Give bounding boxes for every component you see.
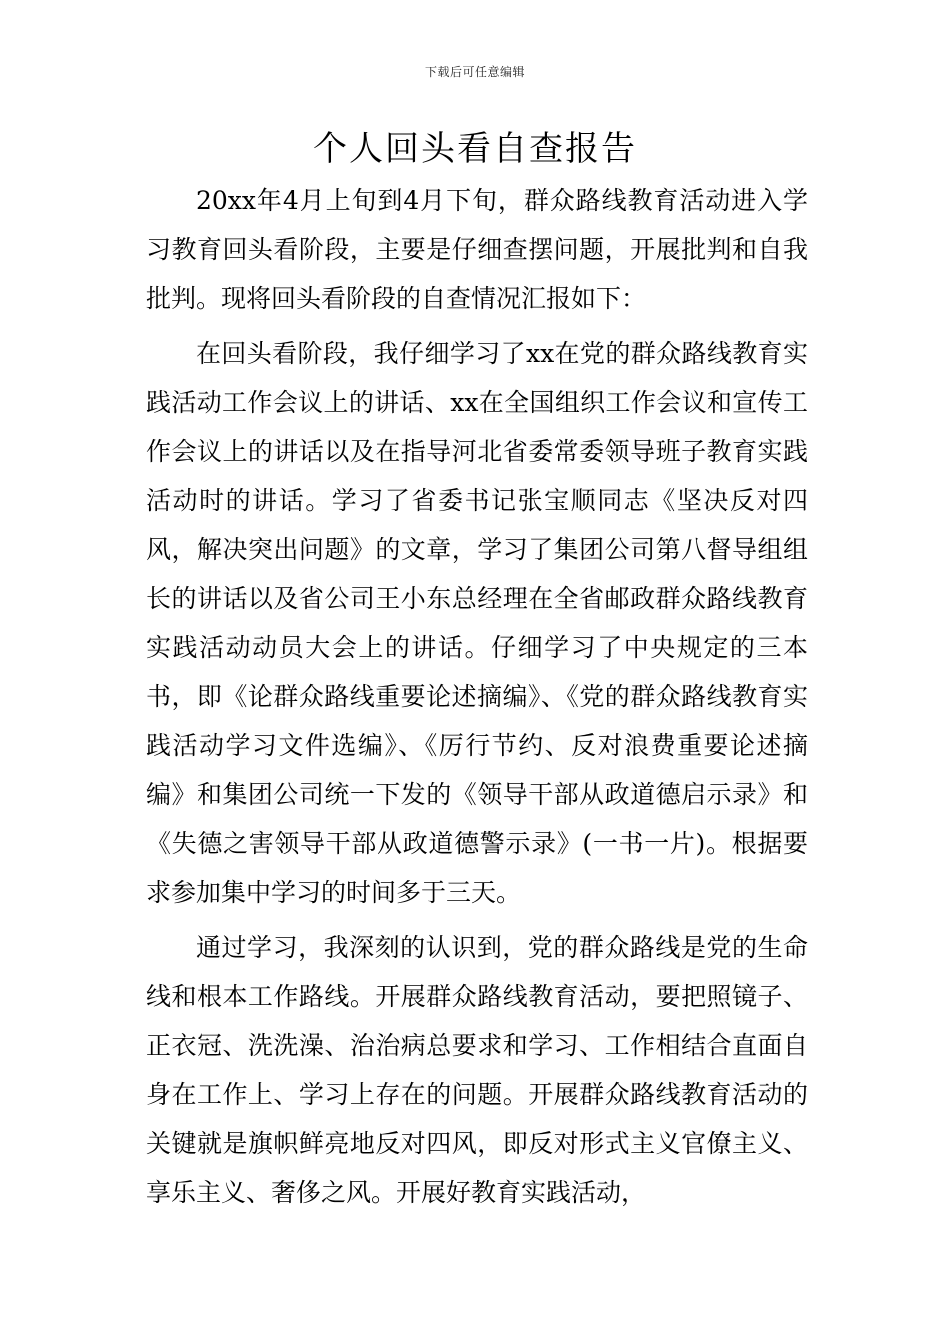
paragraph-intro: 20xx年4月上旬到4月下旬，群众路线教育活动进入学习教育回头看阶段，主要是仔细查摆问题，开展批判和自我批判。现将回头看阶段的自查情况汇报如下： <box>146 186 808 313</box>
paragraph-study: 在回头看阶段，我仔细学习了xx在党的群众路线教育实践活动工作会议上的讲话、xx在全国组织工作会议和宣传工作会议上的讲话以及在指导河北省委常委领导班子教育实践活动时的讲话。学习了省委书记张宝顺同志《坚决反对四风，解决突出问题》的文章，学习了集团公司第八督导组组长的讲话以及省公司王小东总经理在全省邮政群众路线教育实践活动动员大会上的讲话。仔细学习了中央规定的三本书，即《论群众路线重要论述摘编》、《党的群众路线教育实践活动学习文件选编》、《厉行节约、反对浪费重要论述摘编》和集团公司统一下发的《领导干部从政道德启示录》和《失德之害领导干部从政道德警示录》(一书一片)。根据要求参加集中学习的时间多于三天。 <box>146 339 808 907</box>
document-title: 个人回头看自查报告 <box>313 129 637 169</box>
paragraph-understanding: 通过学习，我深刻的认识到，党的群众路线是党的生命线和根本工作路线。开展群众路线教育活动，要把照镜子、正衣冠、洗洗澡、治治病总要求和学习、工作相结合直面自身在工作上、学习上存在的问题。开展群众路线教育活动的关键就是旗帜鲜亮地反对四风，即反对形式主义官僚主义、享乐主义、奢侈之风。开展好教育实践活动， <box>146 933 808 1207</box>
header-note: 下载后可任意编辑 <box>424 65 525 79</box>
document-body <box>146 176 808 1217</box>
